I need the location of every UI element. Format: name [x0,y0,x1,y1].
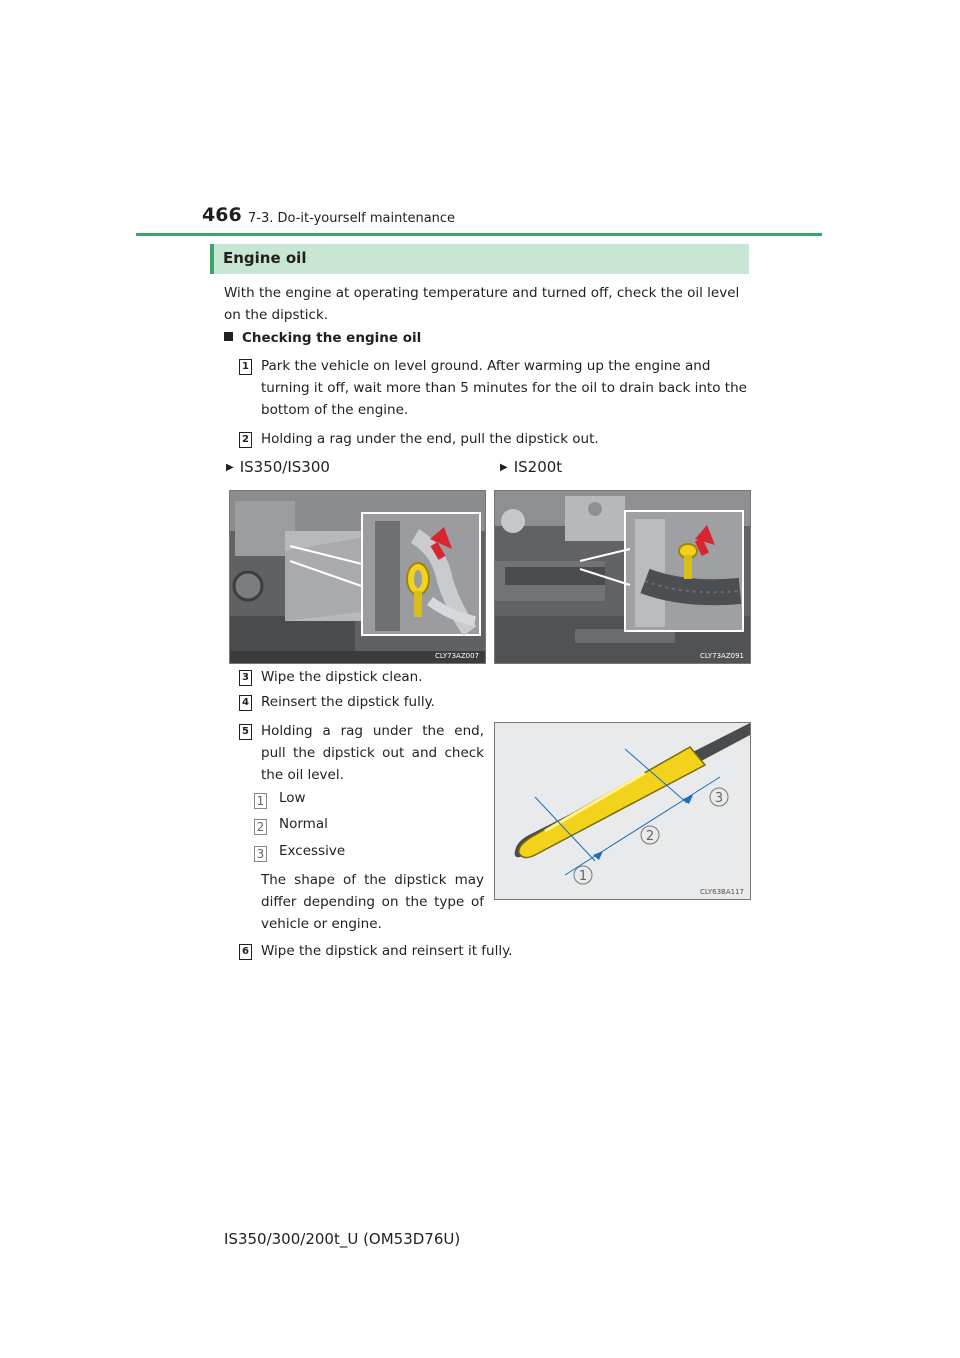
legend-normal: Normal [279,816,328,832]
legend-number-1: 1 [254,793,267,809]
step-2-text: Holding a rag under the end, pull the dipstick out. [261,431,599,447]
dipstick-illustration [494,722,751,900]
triangle-right-icon: ▶ [500,462,508,473]
step-number-2: 2 [239,432,252,448]
step-number-4: 4 [239,695,252,711]
model-label-is350 [226,458,330,476]
section-header [210,244,749,274]
section-title: Engine oil [223,249,307,267]
step-5-text: Holding a rag under the end, pull the dipstick out and check the oil level. [261,723,484,783]
subheading-text: Checking the engine oil [242,330,422,346]
model-label-is200t [500,458,562,476]
engine-photo-is200t [494,490,751,664]
step-number-5: 5 [239,724,252,740]
photo-code-is350: CLY73AZ007 [435,652,479,660]
photo-code-dipstick: CLY63BA117 [700,888,744,896]
legend-low: Low [279,790,306,806]
diagram-label-2: 2 [645,829,655,844]
triangle-right-icon: ▶ [226,462,234,473]
model-label-text: IS200t [513,458,563,476]
engine-bay-illustration [495,491,750,663]
step-6-text: Wipe the dipstick and reinsert it fully. [261,943,513,959]
diagram-label-1: 1 [578,869,588,884]
model-label-text: IS350/IS300 [239,458,330,476]
engine-photo-is350 [229,490,486,664]
engine-bay-illustration [230,491,485,663]
chapter-title: 7-3. Do-it-yourself maintenance [248,211,456,226]
header-divider [136,233,822,236]
step-1-text: Park the vehicle on level ground. After warming up the engine and turning it off, wait more than 5 minutes for the oil to drain back into the bottom of the engine. [261,358,747,418]
subheading [224,330,421,346]
step-number-6: 6 [239,944,252,960]
dipstick-note: The shape of the dipstick may differ depending on the type of vehicle or engine. [261,872,484,932]
photo-code-is200t: CLY73AZ091 [700,652,744,660]
legend-number-3: 3 [254,846,267,862]
square-bullet-icon [224,332,233,341]
step-number-3: 3 [239,670,252,686]
model-code-footer: IS350/300/200t_U (OM53D76U) [224,1230,461,1248]
legend-excessive: Excessive [279,843,346,859]
dipstick-diagram [495,723,750,899]
step-4-text: Reinsert the dipstick fully. [261,694,435,710]
page-number: 466 [202,204,242,226]
section-accent [210,244,214,274]
step-number-1: 1 [239,359,252,375]
diagram-label-3: 3 [714,791,724,806]
legend-number-2: 2 [254,819,267,835]
step-3-text: Wipe the dipstick clean. [261,669,423,685]
intro-text: With the engine at operating temperature and turned off, check the oil level on the dipstick. [224,285,740,323]
